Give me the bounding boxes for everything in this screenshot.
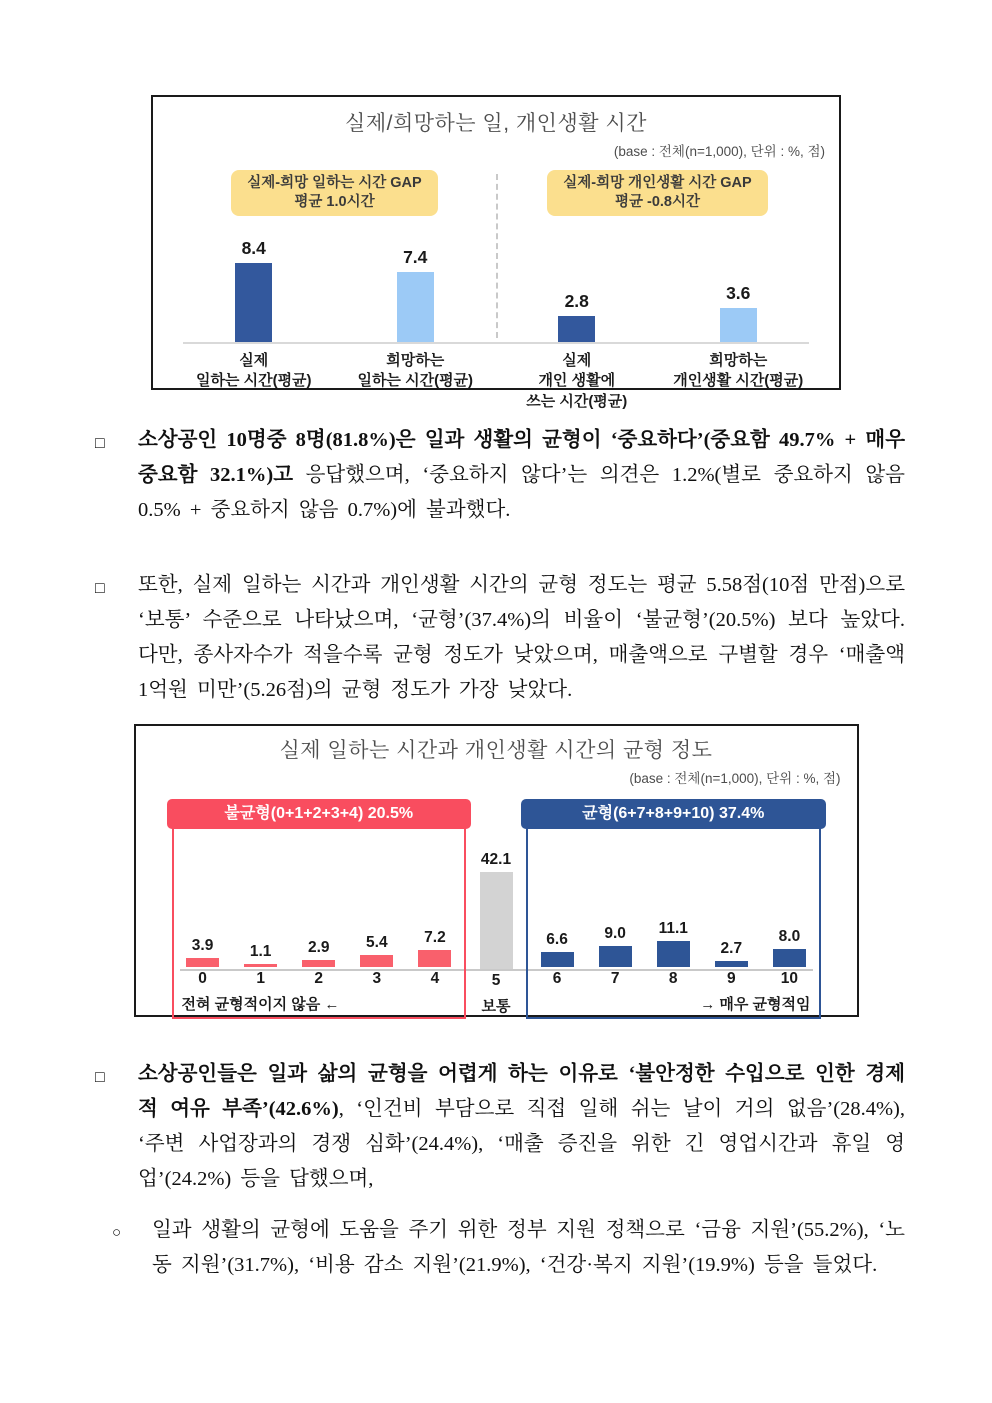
chart2-axis-labels <box>528 967 819 991</box>
paragraph-text <box>138 423 905 528</box>
actual-bar <box>558 316 595 342</box>
chart2-axis-labels <box>174 967 465 991</box>
square-bullet: □ <box>95 1069 105 1086</box>
middle-bar-row <box>466 831 526 969</box>
bar-column <box>290 939 348 967</box>
bar-axis-label: 희망하는 개인생활 시간(평균) <box>673 352 804 390</box>
bar-column <box>174 937 232 967</box>
gap-label-row <box>173 170 496 216</box>
chart1-group-1 <box>173 170 496 412</box>
chart2-base-note: (base : 전체(n=1,000), 단위 : %, 점) <box>629 771 841 786</box>
bar-column <box>173 238 335 342</box>
bar-column <box>406 929 464 967</box>
bar-value-label: 2.9 <box>307 939 330 957</box>
chart1-axis-labels <box>496 351 819 412</box>
bar-column <box>466 851 526 969</box>
body-text-block-1 <box>95 423 905 708</box>
bar-value-label: 42.1 <box>480 851 512 869</box>
body-text: 또한, 실제 일하는 시간과 개인생활 시간의 균형 정도는 평균 5.58점(10점 만점)으로 ‘보통’ 수준으로 나타났으며, ‘균형’(37.4%)의 비율이 ‘불균형’(20.5%) 보다 높았다. 다만, 종사자수가 적을수록 균형 정도가 낮았으며, 매출액으로 구별할 경우 ‘매출액 1억원 미만’(5.26점)의 균형 정도가 가장 낮았다. <box>138 574 905 701</box>
axis-tick-label: 10 <box>780 970 799 987</box>
chart1-axis-labels <box>173 351 496 392</box>
axis-tick-label: 1 <box>256 970 265 987</box>
bar-value-label: 5.4 <box>366 933 388 951</box>
gap-label-line2: 평균 1.0시간 <box>294 194 375 210</box>
score-bar <box>418 950 451 967</box>
bar-axis-label: 희망하는 일하는 시간(평균) <box>357 352 474 390</box>
score-bar <box>773 949 806 967</box>
bar-column <box>760 928 818 967</box>
bar-column <box>586 925 644 967</box>
bar-column <box>644 920 702 967</box>
bar-axis-label: 실제 개인 생활에 쓰는 시간(평균) <box>526 352 628 410</box>
score-bar <box>360 955 393 967</box>
middle-axis-label-row <box>466 969 526 993</box>
emphasized-text: 소상공인들은 일과 삶의 균형을 어렵게 하는 이유로 ‘불안정한 수입으로 인한 경제적 여유 부족’(42.6%) <box>138 1063 905 1120</box>
bar-value-label: 11.1 <box>658 920 688 938</box>
axis-tick-label: 3 <box>372 970 382 987</box>
chart1-base-note: (base : 전체(n=1,000), 단위 : %, 점) <box>613 144 825 159</box>
bar-value-label: 6.6 <box>546 930 568 948</box>
score-bar <box>302 960 335 967</box>
axis-tick-label: 8 <box>668 970 678 987</box>
chart1-plot-area <box>173 170 819 412</box>
gap-label-row <box>496 170 819 216</box>
chart2-middle-column <box>466 799 526 1019</box>
chart2-bars-row <box>528 829 819 967</box>
desired-bar <box>720 308 757 342</box>
middle-footer-label: 보통 <box>481 997 511 1015</box>
gap-label-box <box>231 170 437 216</box>
chart2-bars-row <box>174 829 465 967</box>
axis-tick-label: 6 <box>552 970 562 987</box>
chart2-plot-area <box>172 799 821 1019</box>
axis-tick-label: 9 <box>727 970 736 987</box>
chart2-right-group-box <box>526 799 821 1019</box>
balance-header: 균형(6+7+8+9+10) 37.4% <box>521 799 826 829</box>
bar-value-label: 9.0 <box>604 925 626 943</box>
chart-work-personal-hours <box>151 95 841 410</box>
paragraph-3 <box>95 1057 905 1197</box>
chart1-bars-row <box>173 226 496 342</box>
paragraph-4 <box>112 1213 905 1283</box>
bar-column <box>702 940 760 967</box>
paragraph-1 <box>95 423 905 528</box>
group-footer-label: 전혀 균형적이지 않음 ← <box>181 995 340 1013</box>
bar-axis-label: 실제 일하는 시간(평균) <box>195 352 312 390</box>
square-bullet: □ <box>95 435 105 452</box>
chart2-title: 실제 일하는 시간과 개인생활 시간의 균형 정도 <box>279 739 713 762</box>
bar-value-label: 7.2 <box>424 929 446 947</box>
gap-label-line2: 평균 -0.8시간 <box>614 194 701 210</box>
chart1-bars-row <box>496 226 819 342</box>
bar-column <box>335 247 497 342</box>
bar-value-label: 2.8 <box>564 290 589 311</box>
score-bar <box>541 952 574 967</box>
bar-value-label: 7.4 <box>403 247 428 268</box>
bar-value-label: 2.7 <box>720 939 743 957</box>
axis-tick-label: 2 <box>314 970 324 987</box>
paragraph-text <box>138 1057 905 1197</box>
chart-balance-score <box>134 724 859 1017</box>
bar-column <box>348 934 406 967</box>
axis-tick-label: 4 <box>430 970 440 987</box>
bar-column <box>658 283 820 342</box>
desired-bar <box>397 272 434 342</box>
chart2-left-group-box <box>172 799 467 1019</box>
body-text: , ‘인건비 부담으로 직접 일해 쉬는 날이 거의 없음’(28.4%), ‘주변 사업장과의 경쟁 심화’(24.4%), ‘매출 증진을 위한 긴 영업시간과 휴일 영업’(24.2%) 등을 답했으며, <box>138 1098 906 1190</box>
bar-value-label: 1.1 <box>249 943 272 961</box>
body-text: 응답했으며, ‘중요하지 않다’는 의견은 1.2%(별로 중요하지 않음 0.5% + 중요하지 않음 0.7%)에 불과했다. <box>138 464 905 521</box>
axis-tick-label: 7 <box>610 970 620 987</box>
gap-label-line1: 실제-희망 개인생활 시간 GAP <box>563 175 752 191</box>
emphasized-text: 소상공인 10명중 8명(81.8%)은 일과 생활의 균형이 ‘중요하다’(중요함 49.7% + 매우 중요함 32.1%)고 <box>138 429 905 486</box>
bar-value-label: 8.4 <box>241 238 266 259</box>
gap-label-line1: 실제-희망 일하는 시간 GAP <box>247 175 422 191</box>
axis-tick-label: 0 <box>198 970 207 987</box>
body-text-block-2 <box>95 1057 905 1283</box>
paragraph-text <box>152 1213 905 1283</box>
score-bar <box>657 941 690 967</box>
bar-column <box>232 943 290 967</box>
score-bar <box>186 958 219 967</box>
neutral-bar <box>480 872 513 969</box>
chart1-title: 실제/희망하는 일, 개인생활 시간 <box>345 112 647 135</box>
score-bar <box>599 946 632 967</box>
bar-value-label: 8.0 <box>778 927 801 945</box>
bar-value-label: 3.9 <box>191 937 214 955</box>
square-bullet: □ <box>95 580 105 597</box>
actual-bar <box>235 263 272 342</box>
imbalance-header: 불균형(0+1+2+3+4) 20.5% <box>167 799 472 829</box>
bar-column <box>496 291 658 342</box>
body-text: 일과 생활의 균형에 도움을 주기 위한 정부 지원 정책으로 ‘금융 지원’(55.2%), ‘노동 지원’(31.7%), ‘비용 감소 지원’(21.9%), ‘건강·복지 지원’(19.9%) 등을 들었다. <box>152 1219 905 1276</box>
circle-bullet: ○ <box>112 1225 122 1241</box>
axis-tick-label: 5 <box>491 972 501 989</box>
bar-value-label: 3.6 <box>726 283 751 304</box>
group-footer-label: → 매우 균형적임 <box>700 995 811 1013</box>
paragraph-2 <box>95 568 905 708</box>
bar-column <box>528 931 586 967</box>
paragraph-text <box>138 568 905 708</box>
gap-label-box <box>547 170 767 216</box>
chart1-group-2 <box>496 170 819 412</box>
